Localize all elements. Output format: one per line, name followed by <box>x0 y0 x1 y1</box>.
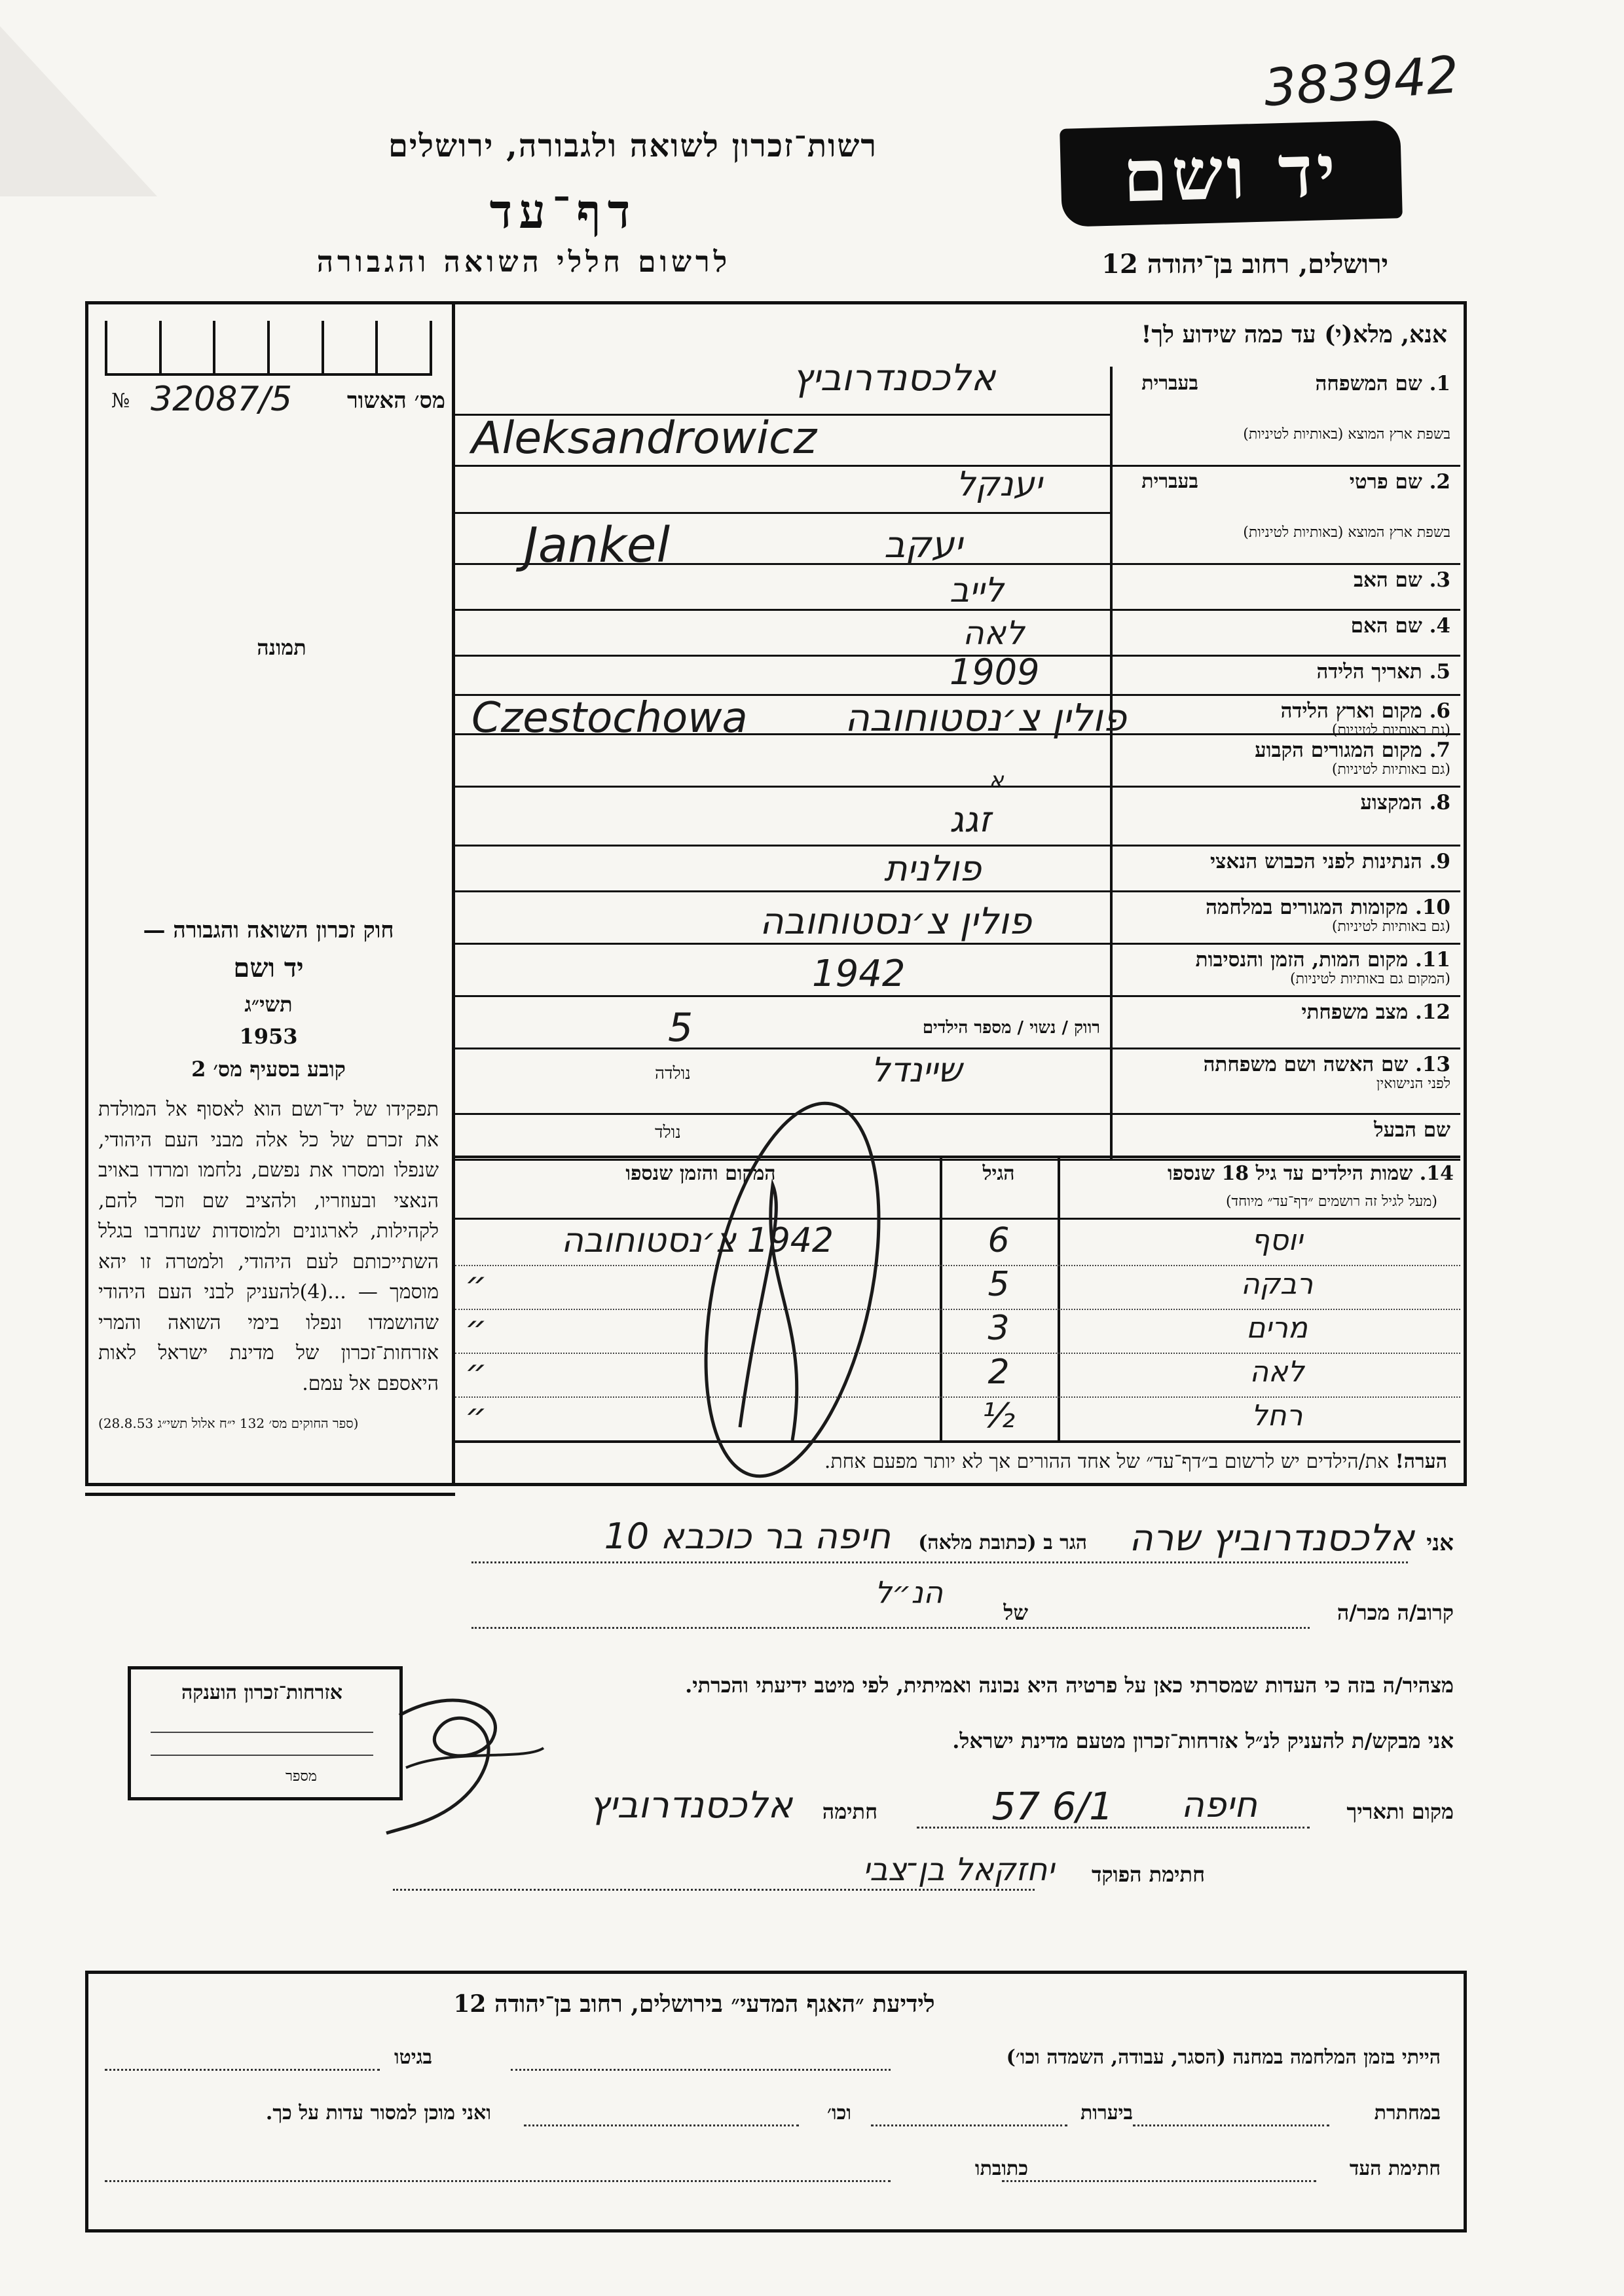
archive-number: 383942 <box>1262 45 1461 118</box>
reference-tick-boxes <box>105 321 432 376</box>
address-line: ירושלים, רחוב בן־יהודה 12 <box>1101 249 1388 280</box>
children-top-line <box>455 1156 1460 1158</box>
wife-name-value: שיינדל <box>871 1051 962 1090</box>
relation-value: הנ״ל <box>874 1575 943 1610</box>
child-name: מרים <box>1246 1311 1308 1345</box>
footer-line-1 <box>98 2046 1441 2085</box>
child-row <box>455 1265 1460 1310</box>
children-label: שמות הילדים עד גיל 18 שנספו <box>1167 1162 1413 1185</box>
footer-etc-line <box>524 2124 799 2126</box>
stamp-number-label: מספר <box>286 1768 317 1785</box>
birth-place-latin-value: Czestochowa <box>471 694 748 742</box>
birth-place-hebrew-value: פולין צ׳נסטוחובה <box>845 695 1127 740</box>
form-row-sublabel: (גם באותיות לטיניות) <box>1331 919 1450 935</box>
declarant-me-label: אני <box>1426 1530 1454 1556</box>
residence-value: א <box>989 767 1004 793</box>
child-count-value: 5 <box>668 1005 693 1051</box>
form-row-label: 5. תאריך הלידה <box>1316 660 1450 683</box>
permit-number-row <box>111 380 445 426</box>
form-row-sublabel: בשפת ארץ המוצא (באותיות לטיניות) <box>1243 426 1450 443</box>
form-row-label: 9. הנתינות לפני הכבוש הנאצי <box>1210 850 1450 873</box>
footer-underground-label: במחתרת <box>1374 2102 1441 2124</box>
footer-camp-line <box>511 2069 891 2071</box>
children-header-bottom <box>455 1218 1460 1220</box>
signature-scribble <box>380 1689 550 1840</box>
footer-address-label: כתובתו <box>974 2157 1028 2180</box>
children-sublabel: (מעל לגיל זה רושמים ״דף־עד״ מיוחד) <box>1225 1194 1437 1210</box>
law-name: יד ושם <box>233 952 304 983</box>
form-intro: אנא, מלא(י) עד כמה שידוע לך! <box>1141 321 1447 348</box>
child-name: לאה <box>1249 1355 1304 1389</box>
age-column-header: הגיל <box>982 1162 1015 1185</box>
child-row <box>455 1309 1460 1354</box>
logo-text: יד ושם <box>1121 128 1340 219</box>
law-year-hebrew: תשי״ג <box>244 991 293 1017</box>
child-row <box>455 1396 1460 1442</box>
permit-label: מס׳ האשור <box>346 388 445 414</box>
form-row-label: 11. מקום המות, הזמן והנסיבות <box>1195 948 1450 972</box>
permit-number-value: 32087/5 <box>151 380 293 419</box>
signature-label: חתימה <box>822 1799 877 1824</box>
nationality-value: פולנית <box>884 848 982 889</box>
place-date-line <box>917 1827 1310 1829</box>
child-age: ½ <box>982 1396 1016 1436</box>
form-row <box>455 609 1460 657</box>
declarant-line <box>471 1561 1408 1563</box>
authority-line: רשות־זכרון לשואה ולגבורה, ירושלים <box>388 128 877 164</box>
law-panel <box>98 913 439 1434</box>
first-name-extra-value: יעקב <box>884 524 963 566</box>
children-num: 14. <box>1419 1162 1454 1185</box>
relation-row <box>471 1575 1454 1637</box>
child-name: רחל <box>1251 1399 1303 1432</box>
surname-hebrew-value: אלכסנדרוביץ <box>792 357 996 399</box>
child-age: 2 <box>987 1353 1010 1392</box>
law-title: חוק זכרון השואה והגבורה — <box>143 917 394 943</box>
hebrew-label: בעברית <box>1141 470 1198 493</box>
mother-name-value: לאה <box>963 614 1025 652</box>
form-row-sublabel: (גם באותיות לטיניות) <box>1331 722 1450 738</box>
footer-camp-label: הייתי בזמן המלחמה במחנה (הסגר, עבודה, השמדה וכו׳) <box>1006 2046 1441 2069</box>
form-row-label: שם הבעל <box>1374 1118 1450 1142</box>
form-row-label: 2. שם פרטי <box>1349 470 1450 494</box>
form-row-label: 8. המקצוע <box>1360 791 1450 814</box>
wartime-residence-value: פולין צ׳נסטוחובה <box>760 900 1032 943</box>
child-death-place: ״ <box>465 1396 487 1436</box>
form-row-label: 13. שם האשה ושם משפחתה <box>1203 1053 1450 1076</box>
form-row-label: 7. מקום המגורים הקבוע <box>1255 738 1450 762</box>
stamp-box-title: אזרחות־זכרון הוענקה <box>181 1681 343 1704</box>
birth-date-value: 1909 <box>950 651 1040 693</box>
form-row-midline <box>455 512 1110 514</box>
official-line <box>393 1889 1035 1891</box>
form-row-label: 4. שם האם <box>1350 614 1450 638</box>
form-row <box>455 1113 1460 1161</box>
form-row-sublabel: לפני הנישואין <box>1376 1076 1450 1092</box>
law-section: קובע בסעיף מס׳ 2 <box>191 1056 346 1082</box>
yad-vashem-logo <box>1060 120 1403 227</box>
wife-born-label: נולדה <box>655 1064 691 1084</box>
form-row-label: 3. שם האב <box>1354 568 1450 592</box>
children-section-label <box>1064 1162 1454 1185</box>
child-age: 3 <box>987 1309 1010 1348</box>
death-info-value: 1942 <box>812 953 906 995</box>
official-row <box>393 1853 1205 1899</box>
note-label: הערה! <box>1395 1450 1447 1473</box>
footer-witness-line <box>1002 2180 1316 2182</box>
date-value: 6/1 57 <box>991 1784 1113 1829</box>
permit-no-prefix: № <box>111 390 130 412</box>
declaration-text: מצהיר/ה בזה כי העדות שמסרתי כאן על פרטיה היא נכונה ואמיתית, לפי מיטב ידיעתי והכרתי. <box>685 1673 1454 1698</box>
declarant-address: חיפה בר כוכבא 10 <box>604 1516 891 1557</box>
footer-ghetto-label: בגיטו <box>394 2046 432 2069</box>
marital-status-options: רווק / נשוי / מספר הילדים <box>922 1018 1100 1038</box>
profession-value: זגג <box>950 799 991 840</box>
official-label: חתימת הפוקד <box>1092 1862 1205 1887</box>
photo-label: תמונה <box>257 635 306 660</box>
place-date-label: מקום ותאריך <box>1346 1799 1454 1824</box>
child-name: רבקה <box>1240 1267 1314 1301</box>
footer-title: לידיעת ״האגף המדעי״ בירושלים, רחוב בן־יהודה 12 <box>453 1990 935 2018</box>
child-name: יוסף <box>1251 1224 1303 1257</box>
form-row-label: 10. מקומות המגורים במלחמה <box>1206 896 1450 919</box>
footer-willing-label: ואני מוכן למסור עדות על כך. <box>265 2102 491 2124</box>
relation-of-label: של <box>1003 1600 1028 1625</box>
relation-label: קרוב/ה מכר/ה <box>1337 1600 1454 1625</box>
surname-latin-value: Aleksandrowicz <box>471 412 817 464</box>
footer-underground-line <box>1133 2124 1329 2126</box>
footer-forests-label: ביערות <box>1080 2102 1133 2124</box>
form-row-label: 1. שם המשפחה <box>1315 372 1450 395</box>
place-value: חיפה <box>1181 1784 1257 1825</box>
footer-witness-sign-label: חתימת העד <box>1349 2157 1441 2180</box>
stamp-box <box>128 1666 403 1800</box>
place-column-header: המקום והזמן שנספו <box>625 1162 776 1185</box>
form-subtitle: לרשום חללי השואה והגבורה <box>316 246 731 279</box>
footer-line-3 <box>98 2157 1441 2196</box>
child-death-place: ״ <box>465 1265 487 1304</box>
hebrew-label: בעברית <box>1141 372 1198 395</box>
child-death-place: ״ <box>465 1309 487 1348</box>
place-date-row <box>393 1784 1454 1840</box>
form-row <box>455 943 1460 997</box>
children-table <box>455 1221 1460 1440</box>
form-row-sublabel: בשפת ארץ המוצא (באותיות לטיניות) <box>1243 524 1450 541</box>
form-row-label: 12. מצב משפחתי <box>1301 1000 1450 1024</box>
child-death-place: ״ <box>465 1353 487 1392</box>
law-year: 1953 <box>239 1024 298 1049</box>
folded-corner <box>0 26 157 196</box>
declarant-name: אלכסנדרוביץ שרה <box>1129 1517 1414 1559</box>
footer-address-line <box>105 2180 891 2182</box>
form-row-sublabel: (גם באותיות לטיניות) <box>1331 761 1450 778</box>
stamp-line-2 <box>151 1755 373 1756</box>
first-name-hebrew-value: יענקל <box>956 465 1043 504</box>
declarant-resident-label: הגר ב (כתובת מלאה) <box>918 1531 1087 1554</box>
note-row <box>465 1450 1447 1473</box>
signature-value: אלכסנדרוביץ <box>589 1784 792 1827</box>
footer-ghetto-line <box>105 2069 380 2071</box>
child-row <box>455 1221 1460 1266</box>
child-death-place: 1942 צ׳נסטוחובה <box>561 1221 834 1260</box>
footer-line-2 <box>98 2102 1441 2141</box>
official-value: יחזקאל בן־צבי <box>862 1851 1054 1888</box>
request-text: אני מבקש/ת להעניק לנ״ל אזרחות־זכרון מטעם מדינת ישראל. <box>952 1728 1454 1753</box>
stamp-line-1 <box>151 1732 373 1733</box>
form-title: דף־עד <box>489 183 637 239</box>
child-age: 5 <box>987 1265 1010 1304</box>
husband-born-label: נולד <box>655 1123 681 1142</box>
relation-line <box>471 1627 1310 1629</box>
form-row-sublabel: (המקום גם באותיות לטיניות) <box>1290 971 1450 987</box>
note-top-line <box>455 1440 1460 1443</box>
child-age: 6 <box>987 1221 1010 1260</box>
witness-mark <box>694 1087 891 1493</box>
child-row <box>455 1353 1460 1398</box>
law-reference: (ספר החוקים מס׳ 132 י״ח אלול תשי״ג 28.8.53) <box>98 1415 359 1432</box>
footer-etc-label: וכו׳ <box>827 2102 851 2124</box>
note-text: את/הילדים יש לרשום ב״דף־עד״ של אחד ההורים אך לא יותר מפעם אחת. <box>824 1450 1390 1473</box>
first-name-latin-value: Jankel <box>524 517 671 574</box>
form-row-label: 6. מקום וארץ הלידה <box>1280 699 1450 723</box>
footer-forests-line <box>871 2124 1067 2126</box>
law-text: תפקידו של יד־ושם הוא לאסוף אל המולדת את זכרם של כל אלה מבני העם היהודי, שנפלו ומסרו את נפשם, נלחמו ומרדו באויב הנאצי ובעוזריו, ולהציב שם וזכר להם, לקהילות, לארגונים ולמוסדות שנחרבו בגלל השתייכותם לעם היהודי, ולמטרה זו יהא מוסמך — ...(4)להעניק לבני העם היהודי שהושמדו ונפלו בימי השואה והמרי אזרחות־זכרון של מדינת ישראל לאות היאספם אל עמם. <box>98 1098 439 1395</box>
father-name-value: לייב <box>950 571 1004 610</box>
left-box-bottom <box>85 1493 455 1496</box>
